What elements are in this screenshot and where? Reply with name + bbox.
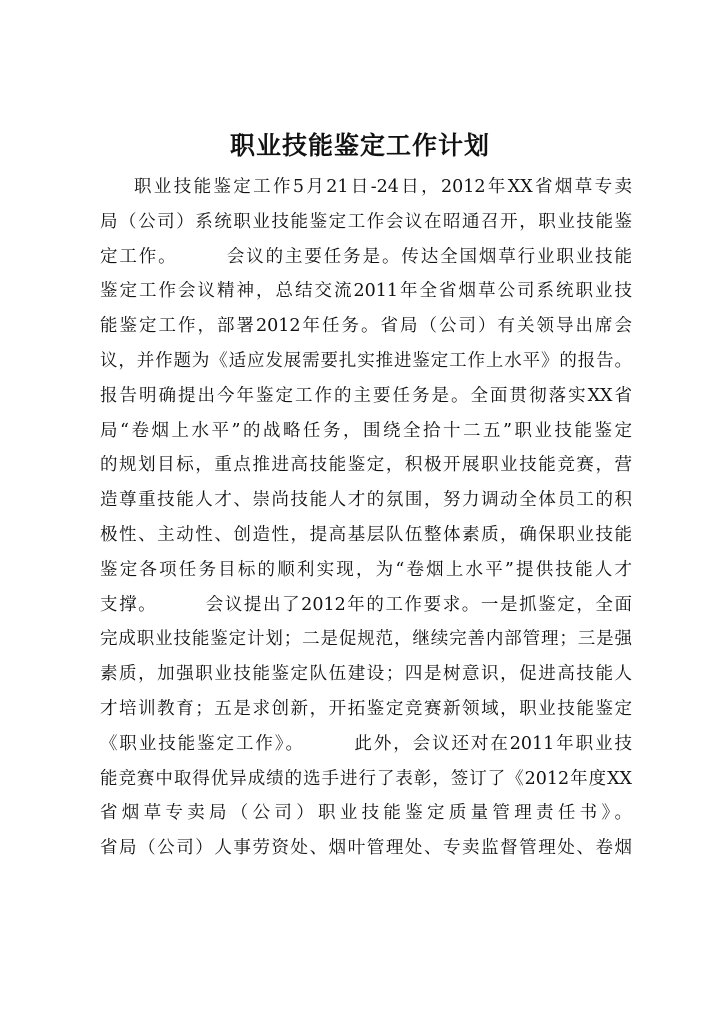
text-line: 议，并作题为《适应发展需要扎实推进鉴定工作上水平》的报告。 bbox=[100, 350, 632, 371]
text-line: 鉴定工作会议精神，总结交流2011年全省烟草公司系统职业技 bbox=[100, 281, 632, 302]
text-line: 素质，加强职业技能鉴定队伍建设；四是树意识，促进高技能人 bbox=[100, 664, 632, 685]
text-line: 支撑。 会议提出了2012年的工作要求。一是抓鉴定，全面 bbox=[100, 594, 632, 615]
text-line: 定工作。 会议的主要任务是。传达全国烟草行业职业技能 bbox=[100, 246, 632, 267]
text-line: 局“卷烟上水平”的战略任务，围绕全拾十二五”职业技能鉴定 bbox=[100, 420, 632, 441]
text-line: 完成职业技能鉴定计划；二是促规范，继续完善内部管理；三是强 bbox=[100, 629, 632, 650]
text-line: 的规划目标，重点推进高技能鉴定，积极开展职业技能竞赛，营 bbox=[100, 455, 632, 476]
text-line: 局（公司）系统职业技能鉴定工作会议在昭通召开，职业技能鉴 bbox=[100, 211, 632, 232]
document-body bbox=[100, 170, 632, 866]
text-line: 极性、主动性、创造性，提高基层队伍整体素质，确保职业技能 bbox=[100, 524, 632, 545]
text-line: 鉴定各项任务目标的顺利实现，为“卷烟上水平”提供技能人才 bbox=[100, 559, 632, 580]
text-line: 省烟草专卖局（公司）职业技能鉴定质量管理责任书》。 bbox=[100, 803, 632, 824]
text-line: 报告明确提出今年鉴定工作的主要任务是。全面贯彻落实XX省 bbox=[100, 385, 632, 406]
document-title: 职业技能鉴定工作计划 bbox=[229, 131, 490, 160]
text-line: 能鉴定工作，部署2012年任务。省局（公司）有关领导出席会 bbox=[100, 316, 632, 337]
text-line: 职业技能鉴定工作5月21日-24日，2012年XX省烟草专卖 bbox=[134, 177, 632, 197]
text-line: 能竞赛中取得优异成绩的选手进行了表彰，签订了《2012年度XX bbox=[100, 768, 632, 789]
text-line: 《职业技能鉴定工作》。 此外，会议还对在2011年职业技 bbox=[100, 733, 632, 754]
text-line: 造尊重技能人才、崇尚技能人才的氛围，努力调动全体员工的积 bbox=[100, 490, 632, 511]
text-line: 才培训教育；五是求创新，开拓鉴定竞赛新领域，职业技能鉴定 bbox=[100, 698, 632, 719]
text-line: 省局（公司）人事劳资处、烟叶管理处、专卖监督管理处、卷烟 bbox=[100, 838, 632, 859]
